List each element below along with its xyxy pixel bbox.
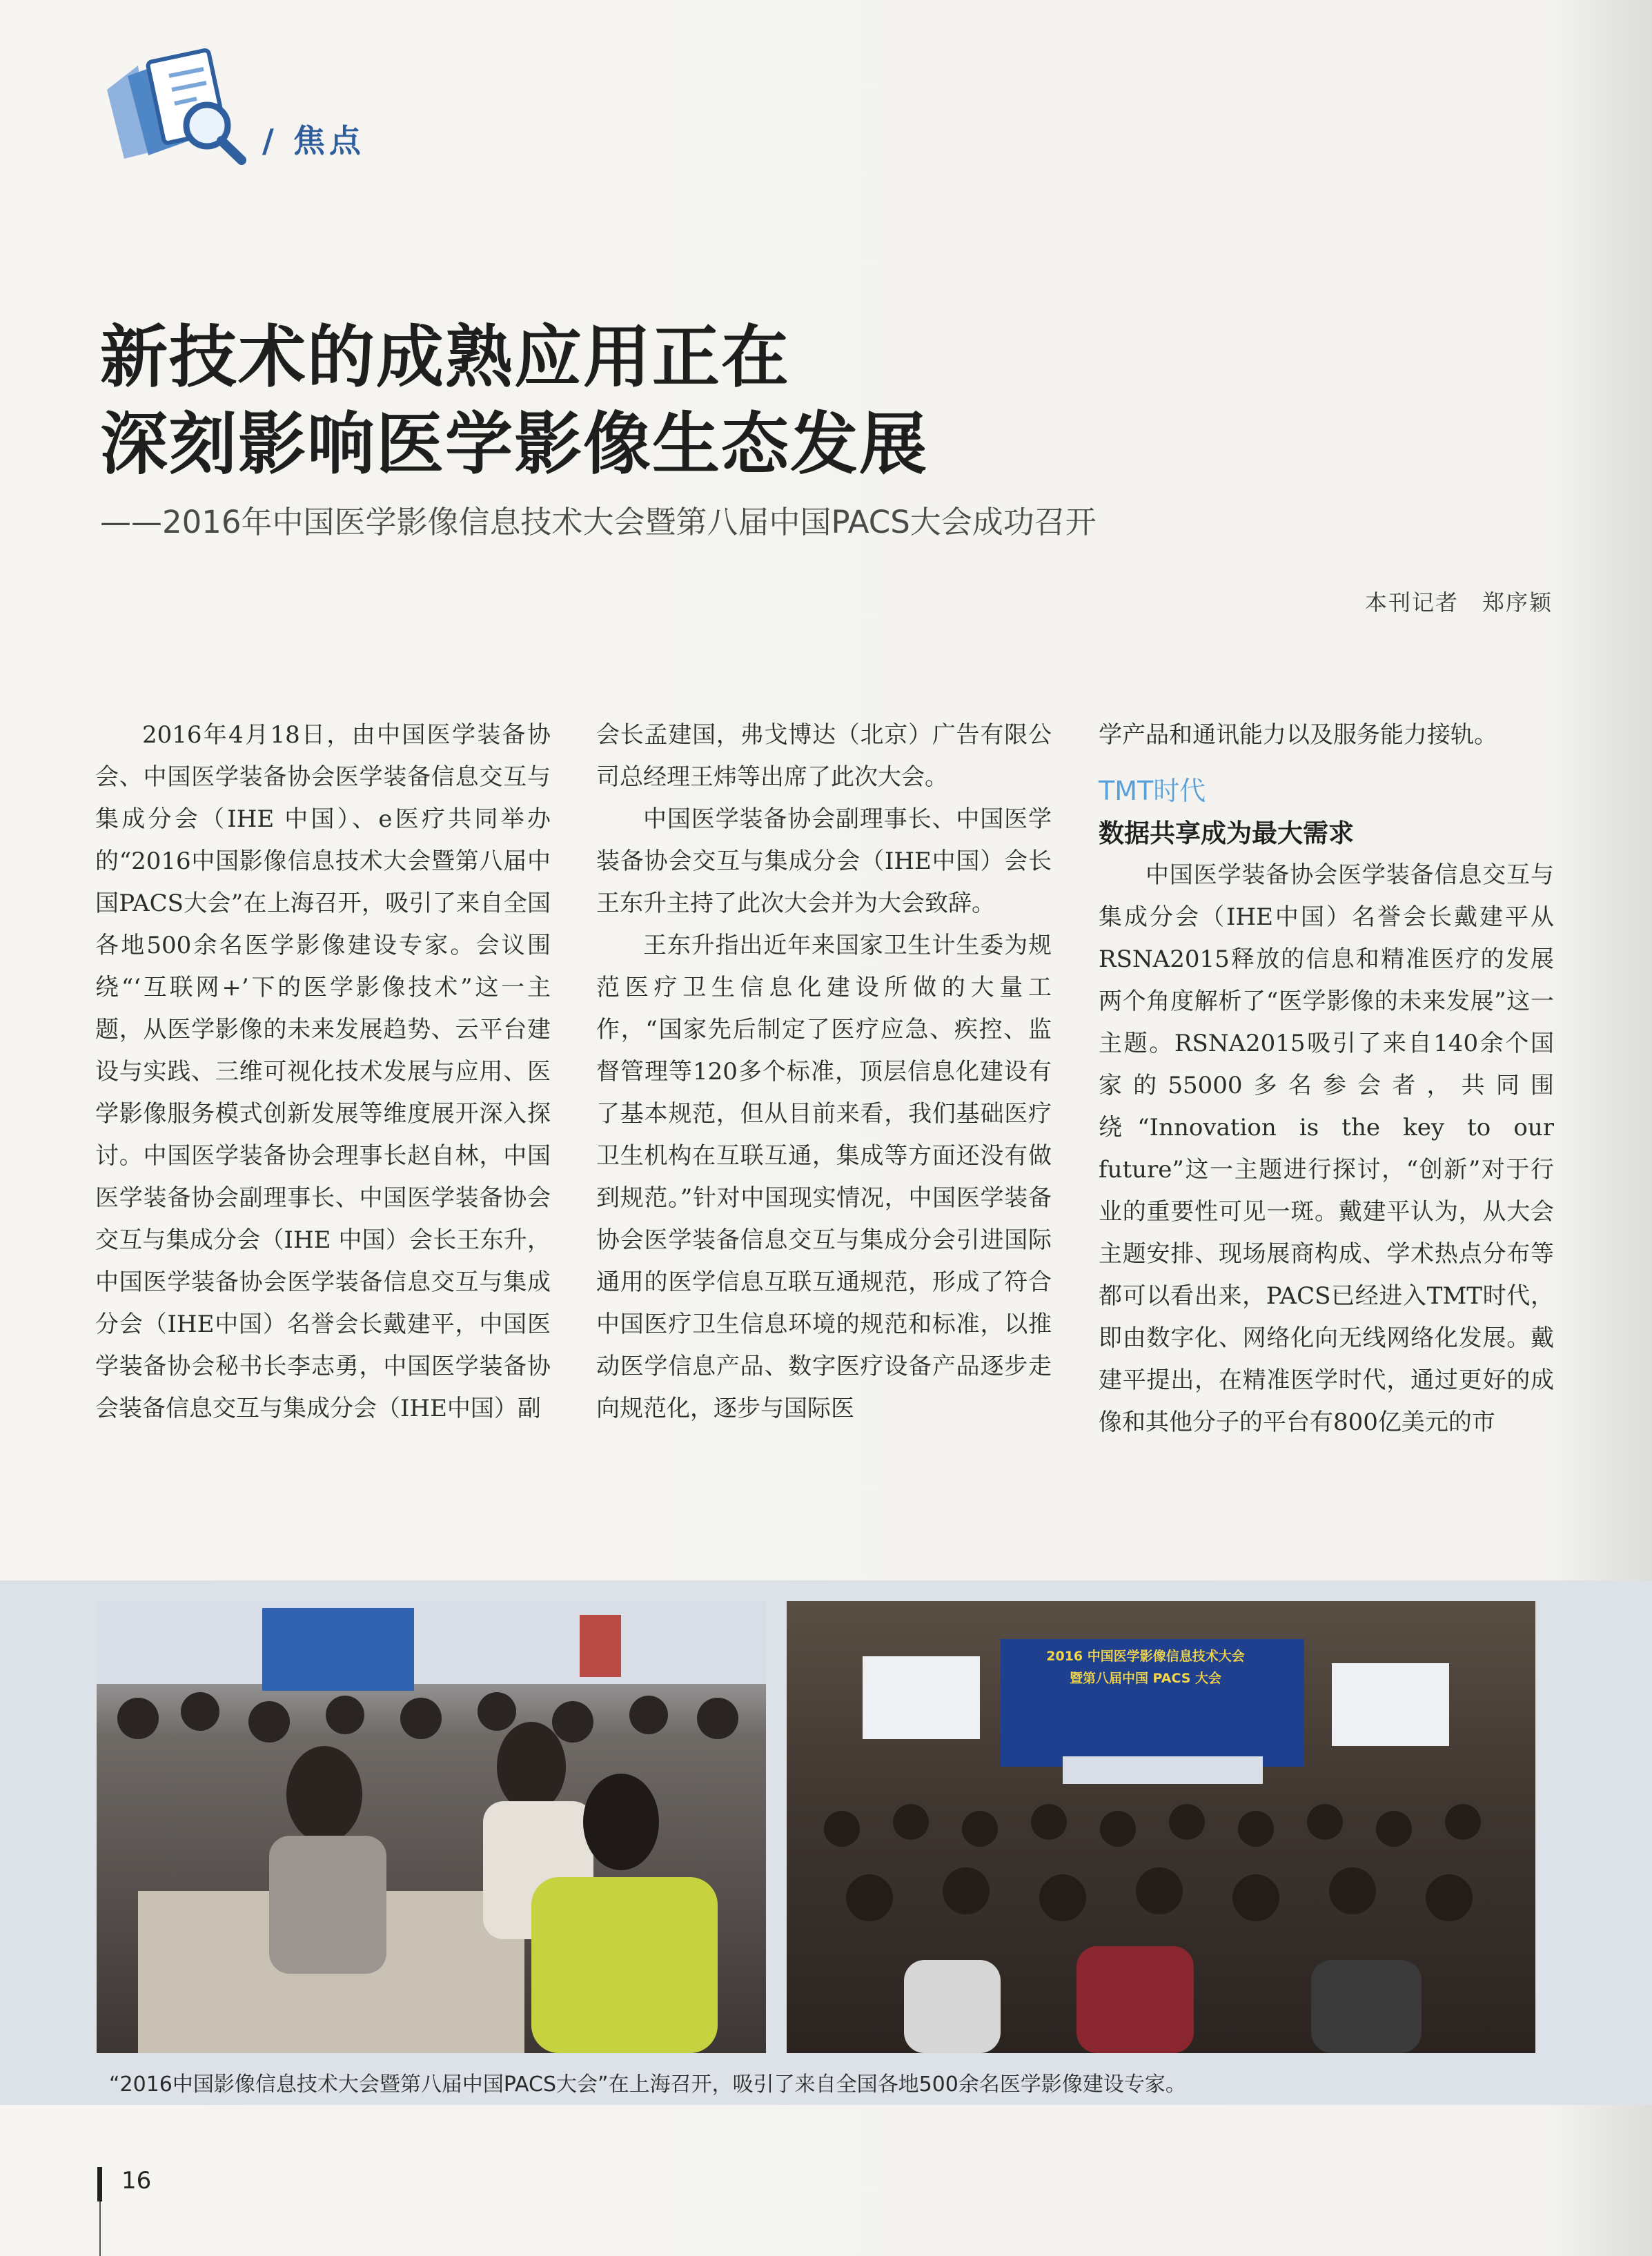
article-title <box>100 314 1204 488</box>
byline: 本刊记者 郑序颖 <box>1364 589 1553 616</box>
paragraph: 中国医学装备协会医学装备信息交互与集成分会（IHE中国）名誉会长戴建平从RSNA2015释放的信息和精准医疗的发展两个角度解析了“医学影像的未来发展”这一主题。RSNA2015吸引了来自140余个国家的55000多名参会者，共同围绕“Innovation is the key to our future”这一主题进行探讨，“创新”对于行业的重要性可见一斑。戴建平认为，从大会主题安排、现场展商构成、学术热点分布等都可以看出来，PACS已经进入TMT时代，即由数字化、网络化向无线网络化发展。戴建平提出，在精准医学时代，通过更好的成像和其他分子的平台有800亿美元的市 <box>1099 861 1554 1436</box>
paragraph: 会长孟建国，弗戈博达（北京）广告有限公司总经理王炜等出席了此次大会。 <box>596 721 1052 791</box>
paragraph: 中国医学装备协会副理事长、中国医学装备协会交互与集成分会（IHE中国）会长王东升主持了此次大会并为大会致辞。 <box>596 805 1052 917</box>
photo-caption: “2016中国影像信息技术大会暨第八届中国PACS大会”在上海召开，吸引了来自全国各地500余名医学影像建设专家。 <box>109 2072 1186 2097</box>
document-search-icon <box>100 48 248 166</box>
paragraph: 学产品和通讯能力以及服务能力接轨。 <box>1099 721 1497 749</box>
section-label: / 焦点 <box>262 122 365 159</box>
section-heading: TMT时代 <box>1099 776 1206 806</box>
page-number-marker <box>97 2167 102 2201</box>
paragraph: 2016年4月18日，由中国医学装备协会、中国医学装备协会医学装备信息交互与集成分会（IHE 中国）、e医疗共同举办的“2016中国影像信息技术大会暨第八届中国PACS大会”在上海召开，吸引了来自全国各地500余名医学影像建设专家。会议围绕“‘互联网+’下的医学影像技术”这一主题，从医学影像的未来发展趋势、云平台建设与实践、三维可视化技术发展与应用、医学影像服务模式创新发展等维度展开深入探讨。中国医学装备协会理事长赵自林，中国医学装备协会副理事长、中国医学装备协会交互与集成分会（IHE 中国）会长王东升，中国医学装备协会医学装备信息交互与集成分会（IHE中国）名誉会长戴建平，中国医学装备协会秘书长李志勇，中国医学装备协会装备信息交互与集成分会（IHE中国）副 <box>95 721 551 1422</box>
stage-banner <box>1045 1645 1246 1689</box>
body-column-1 <box>95 714 551 1430</box>
section-subheading: 数据共享成为最大需求 <box>1099 818 1354 848</box>
page-number-rule <box>99 2201 101 2256</box>
article-title-line2: 深刻影响医学影像生态发展 <box>100 405 929 484</box>
stage-banner-line1: 2016 中国医学影像信息技术大会 <box>1046 1649 1245 1664</box>
article-subtitle: ——2016年中国医学影像信息技术大会暨第八届中国PACS大会成功召开 <box>100 504 1097 540</box>
stage-banner-line2: 暨第八届中国 PACS 大会 <box>1069 1671 1222 1686</box>
paragraph: 王东升指出近年来国家卫生计生委为规范医疗卫生信息化建设所做的大量工作，“国家先后制定了医疗应急、疾控、监督管理等120多个标准，顶层信息化建设有了基本规范，但从目前来看，我们基础医疗卫生机构在互联互通，集成等方面还没有做到规范。”针对中国现实情况，中国医学装备协会医学装备信息交互与集成分会引进国际通用的医学信息互联互通规范，形成了符合中国医疗卫生信息环境的规范和标准，以推动医学信息产品、数字医疗设备产品逐步走向规范化，逐步与国际医 <box>596 932 1052 1422</box>
conference-audience-photo <box>97 1601 766 2053</box>
page-number: 16 <box>121 2167 152 2195</box>
body-column-2 <box>596 714 1052 1430</box>
body-column-3 <box>1099 714 1554 1444</box>
article-title-line1: 新技术的成熟应用正在 <box>100 318 791 397</box>
conference-hall-photo <box>787 1601 1535 2053</box>
